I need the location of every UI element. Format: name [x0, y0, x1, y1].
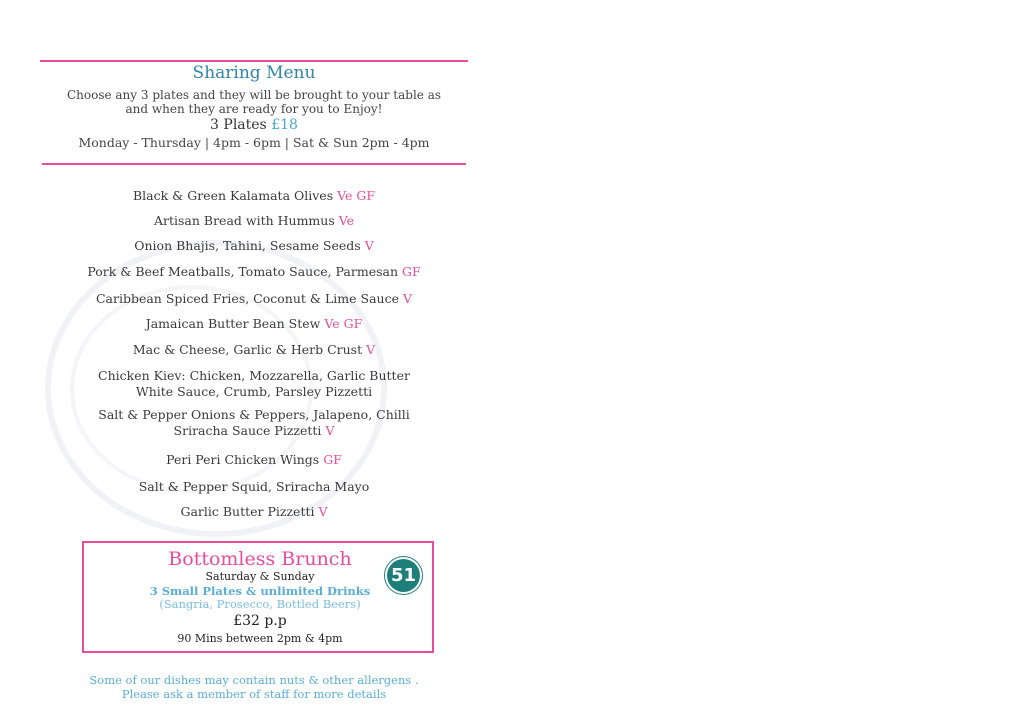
plates-offer — [40, 117, 468, 133]
restaurant-logo-icon: 51 — [385, 557, 422, 594]
sharing-menu-description — [40, 88, 468, 116]
dish-item: Chicken Kiev: Chicken, Mozzarella, Garlic Butter White Sauce, Crumb, Parsley Pizzetti — [98, 368, 410, 399]
dietary-tag: V — [402, 291, 413, 306]
allergen-note-line-1: Some of our dishes may contain nuts & other allergens . — [89, 673, 419, 687]
dietary-tag: V — [325, 423, 335, 438]
dietary-tag: GF — [402, 264, 421, 279]
dietary-tag: Ve GF — [324, 316, 363, 331]
brunch-time: 90 Mins between 2pm & 4pm — [177, 632, 343, 645]
dish-item: Mac & Cheese, Garlic & Herb Crust V — [132, 342, 376, 357]
description-line-1: Choose any 3 plates and they will be brought to your table as — [66, 88, 442, 102]
dietary-tag: GF — [323, 452, 342, 467]
dietary-tag: V — [364, 238, 374, 253]
brunch-days: Saturday & Sunday — [205, 570, 315, 583]
dietary-tag: Ve — [338, 213, 355, 228]
plates-price: £18 — [271, 117, 298, 133]
dish-item: Salt & Pepper Squid, Sriracha Mayo — [138, 479, 370, 494]
brunch-drinks: (Sangria, Prosecco, Bottled Beers) — [159, 597, 361, 611]
dish-item: Garlic Butter Pizzetti V — [180, 504, 328, 519]
dish-item: Onion Bhajis, Tahini, Sesame Seeds V — [134, 238, 374, 253]
dish-item: Peri Peri Chicken Wings GF — [166, 452, 342, 467]
dietary-tag: V — [366, 342, 376, 357]
description-line-2: and when they are ready for you to Enjoy! — [125, 102, 383, 116]
dish-item: Black & Green Kalamata Olives Ve GF — [132, 188, 376, 203]
dish-item: Artisan Bread with Hummus Ve — [153, 213, 355, 228]
dietary-tag: Ve GF — [337, 188, 376, 203]
sharing-menu-title: Sharing Menu — [192, 63, 316, 83]
dish-item: Jamaican Butter Bean Stew Ve GF — [145, 316, 363, 331]
dish-item: Caribbean Spiced Fries, Coconut & Lime Sauce V — [95, 291, 413, 306]
serving-times: Monday - Thursday | 4pm - 6pm | Sat & Sun 2pm - 4pm — [78, 135, 430, 150]
allergen-note-line-2: Please ask a member of staff for more details — [121, 687, 387, 701]
top-divider — [40, 60, 468, 62]
dish-item: Salt & Pepper Onions & Peppers, Jalapeno, Chilli Sriracha Sauce Pizzetti V — [98, 407, 410, 438]
brunch-deal: 3 Small Plates & unlimited Drinks — [149, 584, 371, 598]
brunch-title: Bottomless Brunch — [168, 548, 352, 570]
dish-item: Pork & Beef Meatballs, Tomato Sauce, Parmesan GF — [87, 264, 421, 279]
bottom-divider — [42, 163, 466, 165]
dietary-tag: V — [318, 504, 328, 519]
plates-label: 3 Plates — [210, 117, 272, 133]
brunch-price: £32 p.p — [233, 613, 287, 629]
